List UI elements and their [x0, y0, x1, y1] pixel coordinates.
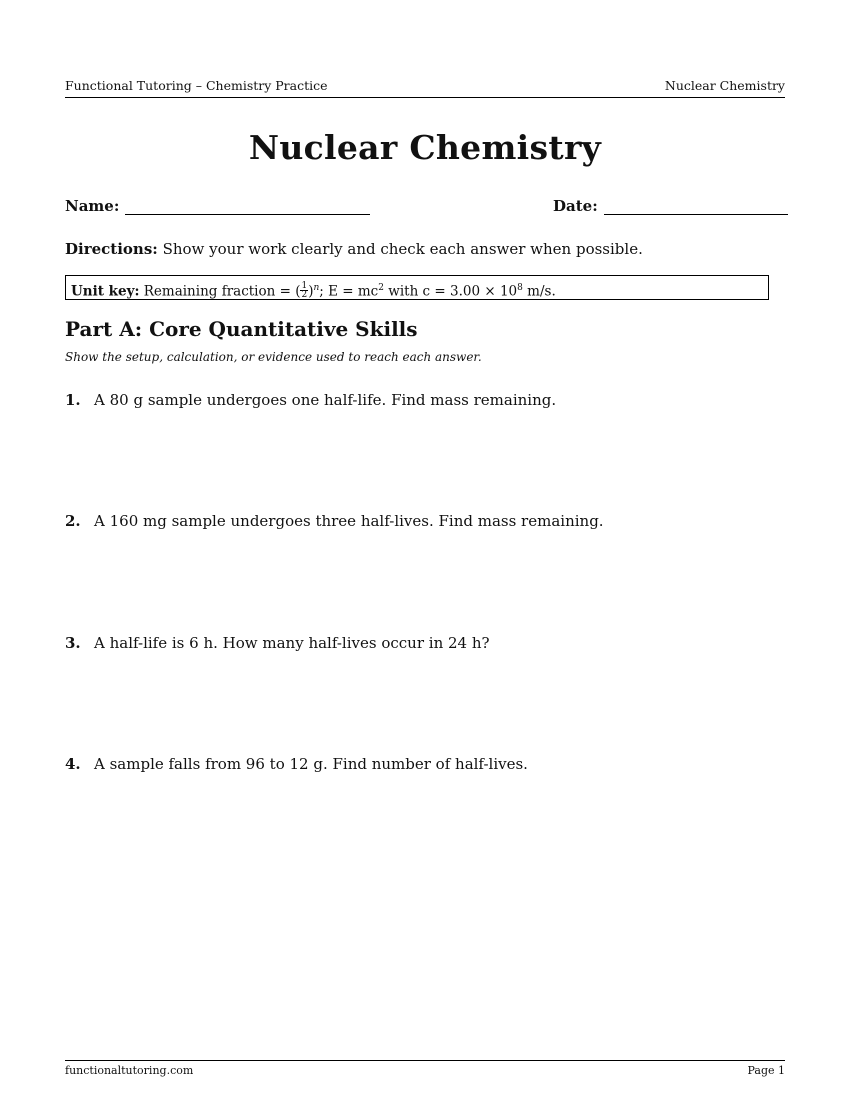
date-field: [553, 197, 788, 215]
directions-label: Directions:: [65, 240, 158, 258]
power-exponent: 8: [517, 283, 523, 293]
question-number: 3.: [65, 634, 81, 652]
unit-key-energy: ; E = mc: [319, 283, 379, 300]
squared-exponent: 2: [378, 283, 384, 293]
fraction-numerator: 1: [301, 280, 308, 291]
header-right-text: Nuclear Chemistry: [664, 78, 785, 93]
directions-text: Show your work clearly and check each answer when possible.: [162, 240, 643, 258]
directions: [65, 240, 643, 258]
fraction-denominator: 2: [301, 289, 308, 300]
name-blank-line[interactable]: [125, 200, 370, 215]
question-4: [65, 755, 528, 773]
footer-website: functionaltutoring.com: [65, 1064, 194, 1077]
unit-key-speed: with c = 3.00 × 10: [383, 283, 518, 300]
header-left-text: Functional Tutoring – Chemistry Practice: [65, 78, 328, 93]
unit-key-box: Unit key: Remaining fraction = ( $\frac{1}{2}$ )$^n$; $E = mc^2$ with $c = 3.00 \times 10^8$ m/s.: [65, 275, 769, 300]
page-footer: [65, 1060, 785, 1077]
page-header: [65, 78, 785, 98]
unit-key-unit: m/s.: [522, 283, 556, 300]
unit-key-fraction-text: Remaining fraction = (: [143, 283, 301, 300]
page-title: Nuclear Chemistry: [248, 128, 602, 167]
unit-key-label: Unit key:: [71, 283, 140, 300]
question-3: [65, 634, 490, 652]
footer-page-number: Page 1: [747, 1064, 785, 1077]
question-2: [65, 512, 604, 530]
question-text: A half-life is 6 h. How many half-lives occur in 24 h?: [94, 634, 490, 652]
part-a-heading: Part A: Core Quantitative Skills: [65, 317, 418, 341]
question-1: [65, 391, 556, 409]
question-number: 1.: [65, 391, 81, 409]
date-blank-line[interactable]: [604, 200, 788, 215]
question-text: A 160 mg sample undergoes three half-lives. Find mass remaining.: [94, 512, 604, 530]
question-text: A sample falls from 96 to 12 g. Find number of half-lives.: [94, 755, 528, 773]
question-text: A 80 g sample undergoes one half-life. Find mass remaining.: [94, 391, 557, 409]
name-field: [65, 197, 370, 215]
question-number: 4.: [65, 755, 81, 773]
date-label: Date:: [553, 197, 598, 215]
part-a-subheading: Show the setup, calculation, or evidence used to reach each answer.: [65, 350, 482, 364]
one-half-fraction: [300, 282, 308, 299]
name-label: Name:: [65, 197, 120, 215]
question-number: 2.: [65, 512, 81, 530]
exponent-n: n: [313, 283, 320, 293]
